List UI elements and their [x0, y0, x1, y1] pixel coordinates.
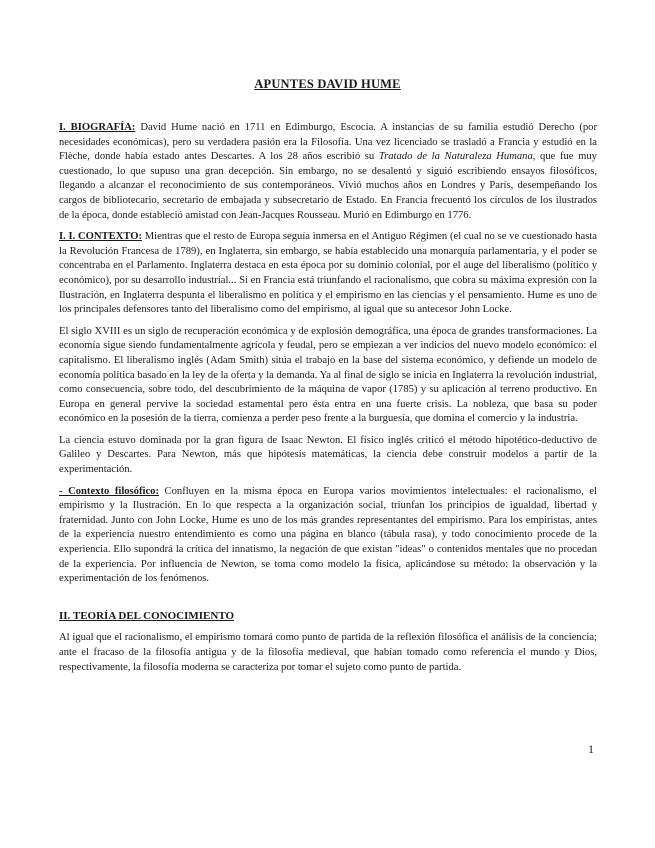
document-body: [59, 121, 597, 682]
document-title: APUNTES DAVID HUME: [254, 77, 401, 91]
teoria-heading: II. TEORÍA DEL CONOCIMIENTO: [59, 609, 235, 622]
biografia-work-title: Tratado de la Naturaleza Humana: [378, 151, 533, 163]
contexto-filosofico-paragraph: [59, 485, 597, 587]
biografia-text-1: David Hume nació en 1711 en Edimburgo, Escocia. A instancias de su familia estudió Derecho (por necesidades económicas), pero su verdadera pasión era la Filosofía. Una vez licenciado se trasladó a Francia y estudió en la Flèche, donde había estado antes Descartes. A los 28 años escribió su: [59, 122, 597, 163]
contexto-heading: I. I. CONTEXTO:: [59, 231, 142, 243]
biografia-heading: I. BIOGRAFÍA:: [59, 122, 136, 133]
biografia-text-2: , que fue muy cuestionado, lo que supuso una gran decepción. Sin embargo, no se desalentó y siguió escribiendo ensayos filosóficos, llegando a alcanzar el reconocimiento de sus contemporáneos. Vivió muchos años en Londres y París, desempeñando los cargos de bibliotecario, secretario de embajada y subsecretario de Estado. En Francia frecuentó los círculos de los ilustrados de la época, donde estableció amistad con Jean-Jacques Rousseau. Murió en Edimburgo en 1776.: [59, 151, 597, 221]
contexto-filosofico-text: Confluyen en la misma época en Europa varios movimientos intelectuales: el racionalismo, el empirismo y la Ilustración. En lo que respecta a la organización social, triunfan los principios de igualdad, libertad y fraternidad. Junto con John Locke, Hume es uno de los más grandes representantes del empirismo. Para los empiristas, antes de la experiencia nuestro entendimiento es como una página en blanco (tábula rasa), y todo conocimiento procede de la experiencia. Ello supondrá la crítica del innatismo, la negación de que existan "ideas" o contenidos mentales que no procedan de la experiencia. Por influencia de Newton, se toma como modelo la física, aplicándose su método: la observación y la experimentación de los fenómenos.: [59, 485, 597, 585]
contexto-filosofico-heading: - Contexto filosófico:: [59, 485, 159, 497]
contexto-paragraph-1: [59, 230, 597, 318]
contexto-paragraph-3: La ciencia estuvo dominada por la gran figura de Isaac Newton. El físico inglés criticó el método hipotético-deductivo de Galileo y Descartes. Para Newton, más que hipótesis matemáticas, la ciencia debe construir modelos a partir de la experimentación.: [59, 434, 597, 476]
contexto-paragraph-2: El siglo XVIII es un siglo de recuperación económica y de explosión demográfica, una época de grandes transformaciones. La economía sigue siendo fundamentalmente agrícola y feudal, pero se empiezan a ver indicios del nuevo modelo económico: el capitalismo. El liberalismo inglés (Adam Smith) sitúa el trabajo en la base del sistema económico, y defiende un modelo de economía política basado en la ley de la oferta y la demanda. Ya al final de siglo se inicia en Inglaterra la revolución industrial, como consecuencia, sobre todo, del descubrimiento de la máquina de vapor (1785) y su aplicación al terreno productivo. En Europa en general pervive la sociedad estamental pero ésta entra en una fuerte crisis. La nobleza, que basa su poder económico en la posesión de la tierra, comienza a perder peso frente a la burguesía, que domina el comercio y la industria.: [59, 325, 597, 425]
biografia-paragraph: [59, 121, 597, 223]
contexto-text-1: Mientras que el resto de Europa seguía inmersa en el Antiguo Régimen (el cual no se ve cuestionado hasta la Revolución Francesa de 1789), en Inglaterra, sin embargo, se había establecido una monarquía parlamentaria, y el poder se concentraba en el Parlamento. Inglaterra destaca en esta época por su dominio colonial, por el auge del liberalismo (político y económico), por su desarrollo industrial... Si en Francia está triunfando el racionalismo, que cobra su máxima expresión con la Ilustración, en Inglaterra despunta el liberalismo en política y el empirismo en las ciencias y el pensamiento. Hume es uno de los principales defensores tanto del liberalismo como del empirismo, al igual que su antecesor John Locke.: [59, 231, 597, 316]
teoria-paragraph: Al igual que el racionalismo, el empirismo tomará como punto de partida de la reflexión filosófica el análisis de la conciencia; ante el fracaso de la filosofía antigua y de la filosofía medieval, que habían tomado como referencia el mundo y Dios, respectivamente, la filosofía moderna se caracteriza por tomar el sujeto como punto de partida.: [59, 632, 597, 673]
page-number: 1: [588, 742, 594, 756]
